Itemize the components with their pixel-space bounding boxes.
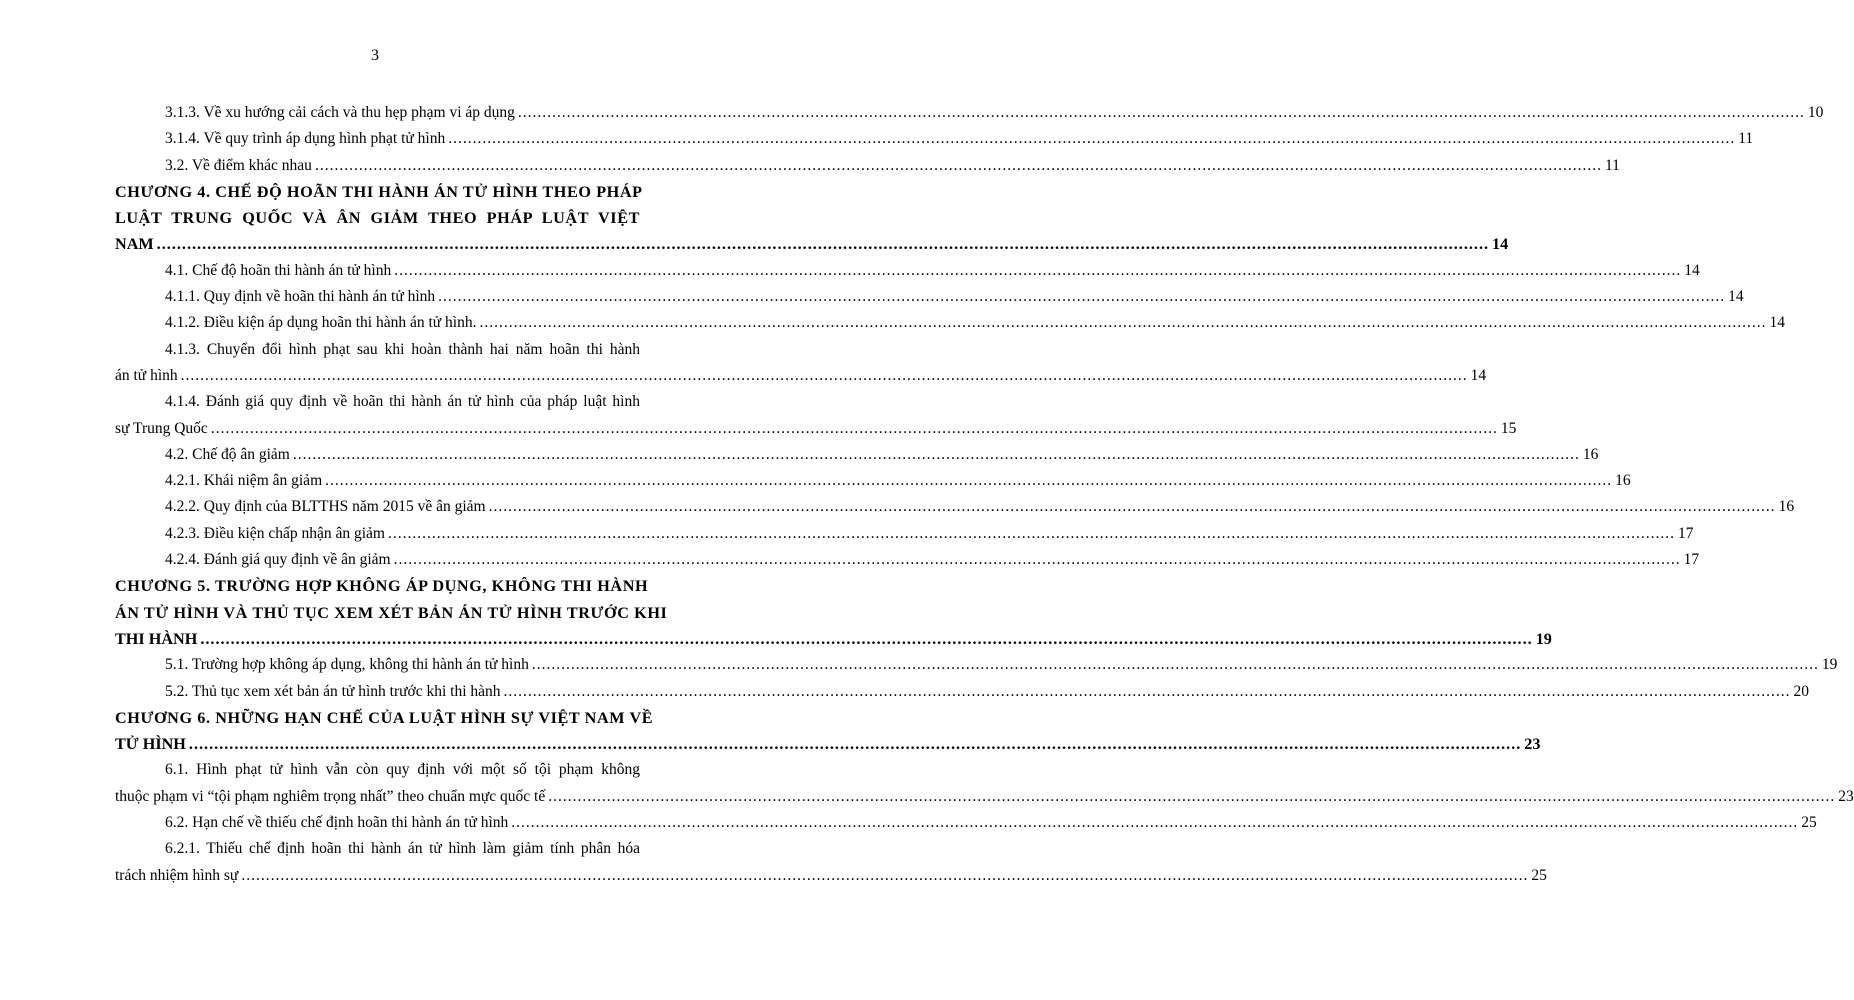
toc-entry-title: 4.1.4. Đánh giá quy định về hoãn thi hành án tử hình của pháp luật hình: [165, 393, 640, 411]
toc-entry-4-1-3[interactable]: [115, 337, 1487, 390]
toc-entry-title-continued: trách nhiệm hình sự: [115, 866, 239, 884]
toc-entry-title: 4.2.2. Quy định của BLTTHS năm 2015 về ân giảm: [165, 498, 486, 516]
toc-entry-title: 4.2.4. Đánh giá quy định về ân giảm: [165, 551, 391, 569]
dot-leader: [293, 442, 1580, 468]
toc-entry-title: 6.2. Hạn chế về thiếu chế định hoãn thi hành án tử hình: [165, 814, 509, 832]
dot-leader: [518, 100, 1805, 126]
toc-page-number: 23: [1524, 735, 1541, 754]
toc-entry-title: 4.1.1. Quy định về hoãn thi hành án tử hình: [165, 288, 436, 306]
toc-page-number: 17: [1677, 524, 1694, 542]
dot-leader: [438, 284, 1725, 310]
toc-page-number: 23: [1838, 787, 1854, 805]
toc-entry-3-1-3[interactable]: [115, 100, 1824, 126]
dot-leader: [189, 731, 1521, 757]
page-number: 3: [371, 47, 379, 64]
dot-leader: [211, 416, 1498, 442]
toc-page-number: 14: [1769, 314, 1785, 332]
toc-page-number: 15: [1500, 419, 1517, 437]
toc-page-number: 16: [1778, 498, 1795, 516]
toc-page-number: 14: [1492, 235, 1509, 254]
dot-leader: [394, 258, 1681, 284]
dot-leader: [548, 784, 1835, 810]
dot-leader: [241, 863, 1528, 889]
toc-entry-title-continued: sự Trung Quốc: [115, 419, 208, 437]
toc-entry-title: 4.2. Chế độ ân giảm: [165, 445, 290, 463]
chapter-title-line: TỬ HÌNH: [115, 735, 186, 754]
toc-entry-6-2-1[interactable]: [115, 836, 1547, 889]
toc-entry-title: 5.1. Trường hợp không áp dụng, không thi hành án tử hình: [165, 656, 529, 674]
toc-entry-title-continued: thuộc phạm vi “tội phạm nghiêm trọng nhất” theo chuẩn mực quốc tế: [115, 787, 546, 805]
dot-leader: [325, 468, 1612, 494]
toc-page-number: 14: [1684, 261, 1700, 279]
dot-leader: [532, 652, 1819, 678]
dot-leader: [504, 679, 1791, 705]
toc-entry-4-1-4[interactable]: [115, 389, 1517, 442]
dot-leader: [489, 494, 1776, 520]
dot-leader: [394, 547, 1681, 573]
toc-entry-3-2[interactable]: [115, 153, 1620, 179]
toc-entry-4-1[interactable]: [115, 258, 1700, 284]
toc-entry-4-1-2[interactable]: [115, 310, 1785, 336]
dot-leader: [479, 310, 1766, 336]
toc-page-number: 20: [1793, 682, 1810, 700]
toc-page-number: 11: [1604, 156, 1620, 174]
toc-entry-title: 5.2. Thủ tục xem xét bản án tử hình trước khi thi hành: [165, 682, 501, 700]
toc-entry-title: 3.2. Về điểm khác nhau: [165, 156, 312, 174]
chapter-title-line: THI HÀNH: [115, 629, 198, 648]
toc-entry-4-2-1[interactable]: [115, 468, 1631, 494]
toc-page-number: 11: [1738, 130, 1754, 148]
dot-leader: [511, 810, 1798, 836]
toc-entry-title: 3.1.3. Về xu hướng cải cách và thu hẹp phạm vi áp dụng: [165, 104, 515, 121]
dot-leader: [200, 626, 1532, 652]
toc-page-number: 17: [1683, 551, 1700, 569]
toc-entry-title: 4.2.1. Khái niệm ân giảm: [165, 472, 323, 490]
chapter-title-line: CHƯƠNG 4. CHẾ ĐỘ HOÃN THI HÀNH ÁN TỬ HÌNH THEO PHÁP: [115, 182, 643, 201]
chapter-title-line: NAM: [115, 235, 154, 254]
toc-entry-5-2[interactable]: [115, 679, 1810, 705]
toc-entry-title: 4.1. Chế độ hoãn thi hành án tử hình: [165, 261, 392, 279]
toc-entry-title: 6.1. Hình phạt tử hình vẫn còn quy định với một số tội phạm không: [165, 761, 640, 779]
toc-entry-3-1-4[interactable]: [115, 126, 1754, 152]
toc-entry-4-1-1[interactable]: [115, 284, 1744, 310]
toc-page-number: 25: [1531, 866, 1547, 884]
toc-entry-6-1[interactable]: [115, 757, 1854, 810]
toc-chapter-6[interactable]: [115, 705, 1541, 758]
toc-entry-6-2[interactable]: [115, 810, 1817, 836]
dot-leader: [181, 363, 1468, 389]
toc-page-number: 16: [1615, 472, 1631, 490]
toc-page-number: 10: [1807, 104, 1824, 121]
toc-page-number: 14: [1470, 366, 1487, 384]
chapter-title-line: CHƯƠNG 6. NHỮNG HẠN CHẾ CỦA LUẬT HÌNH SỰ VIỆT NAM VỀ: [115, 708, 654, 727]
toc-entry-4-2-3[interactable]: [115, 521, 1694, 547]
toc-entry-title: 6.2.1. Thiếu chế định hoãn thi hành án tử hình làm giảm tính phân hóa: [165, 840, 640, 858]
toc-chapter-5[interactable]: [115, 573, 1552, 652]
toc-page-number: 19: [1821, 656, 1838, 674]
dot-leader: [157, 231, 1489, 257]
toc-entry-title: 4.1.3. Chuyển đổi hình phạt sau khi hoàn thành hai năm hoãn thi hành: [165, 340, 640, 358]
toc-entry-5-1[interactable]: [115, 652, 1838, 678]
toc-entry-title: 3.1.4. Về quy trình áp dụng hình phạt tử hình: [165, 130, 446, 148]
toc-page-number: 16: [1582, 445, 1599, 463]
chapter-title-line: CHƯƠNG 5. TRƯỜNG HỢP KHÔNG ÁP DỤNG, KHÔNG THI HÀNH: [115, 577, 649, 596]
toc-entry-title: 4.1.2. Điều kiện áp dụng hoãn thi hành án tử hình.: [165, 314, 477, 332]
dot-leader: [315, 153, 1602, 179]
toc-chapter-4[interactable]: [115, 179, 1509, 258]
table-of-contents: [115, 100, 1854, 889]
toc-entry-title: 4.2.3. Điều kiện chấp nhận ân giảm: [165, 524, 385, 542]
toc-page-number: 14: [1728, 288, 1744, 306]
toc-page-number: 19: [1535, 629, 1552, 648]
toc-entry-title-continued: án tử hình: [115, 366, 178, 384]
dot-leader: [388, 521, 1675, 547]
toc-entry-4-2-4[interactable]: [115, 547, 1700, 573]
toc-entry-4-2-2[interactable]: [115, 494, 1795, 520]
chapter-title-line: ÁN TỬ HÌNH VÀ THỦ TỤC XEM XÉT BẢN ÁN TỬ HÌNH TRƯỚC KHI: [115, 603, 668, 622]
chapter-title-line: LUẬT TRUNG QUỐC VÀ ÂN GIẢM THEO PHÁP LUẬT VIỆT: [115, 209, 640, 228]
toc-entry-4-2[interactable]: [115, 442, 1599, 468]
toc-page-number: 25: [1801, 814, 1817, 832]
dot-leader: [448, 126, 1735, 152]
